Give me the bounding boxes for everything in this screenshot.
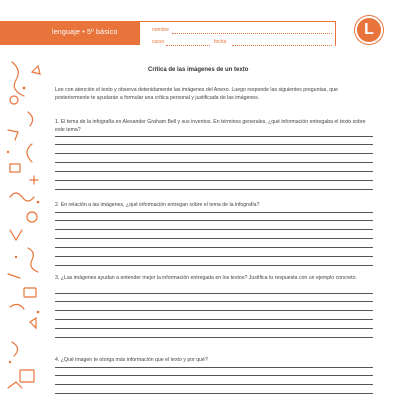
answer-lines-2[interactable] xyxy=(55,212,373,266)
answer-lines-4[interactable] xyxy=(55,367,373,394)
instructions-text: Lee con atención el texto y observa detenidamente las imágenes del Anexo. Luego responde las siguientes preguntas, que posteriormente te ayudarán a formular una crítica personal y justificada de las imágenes. xyxy=(55,87,338,101)
subject-logo: L xyxy=(355,16,383,44)
date-field[interactable] xyxy=(232,45,332,46)
course-label: curso xyxy=(152,39,165,45)
course-field[interactable] xyxy=(166,45,210,46)
subject-grade-label: lenguaje • 5º básico xyxy=(52,29,118,36)
answer-lines-1[interactable] xyxy=(55,136,373,190)
question-1: 1. El tema de la infografía en Alexander Graham Bell y sus inventos. En términos generales, ¿qué información entregaba el texto sobre este tema? xyxy=(55,119,366,133)
worksheet-title: Crítica de las imágenes de un texto xyxy=(148,67,249,73)
question-4: 4. ¿Qué imagen te otorga más información que el texto y por qué? xyxy=(55,357,208,363)
question-3: 3. ¿Las imágenes ayudan a entender mejor la información entregada en los textos? Justifica tu respuesta con un ejemplo concreto. xyxy=(55,275,357,281)
date-label: fecha xyxy=(214,39,227,45)
name-field[interactable] xyxy=(172,33,332,34)
name-label: nombre xyxy=(152,27,169,33)
question-2: 2. En relación a las imágenes, ¿qué información entregan sobre el tema de la infografía? xyxy=(55,202,260,208)
doodle-decoration-icon xyxy=(2,52,48,397)
answer-lines-3[interactable] xyxy=(55,293,373,338)
